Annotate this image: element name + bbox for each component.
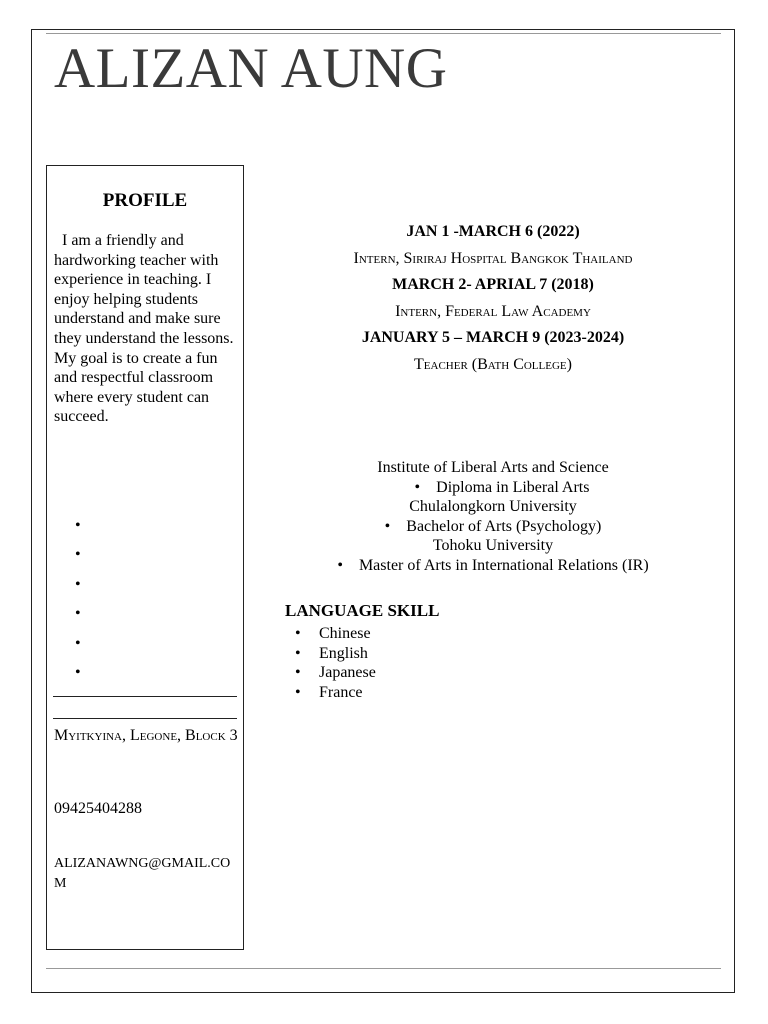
language-item [295, 624, 376, 644]
bottom-divider [46, 968, 721, 969]
empty-bullet [75, 540, 81, 569]
language-item-text: France [319, 683, 363, 701]
education-institution: Institute of Liberal Arts and Science [377, 459, 609, 476]
education-section [264, 458, 722, 576]
contact-address: Myitkyina, Legone, Block 3 [54, 727, 238, 744]
experience-date: JAN 1 -MARCH 6 (2022) [406, 223, 580, 240]
education-institution: Chulalongkorn University [409, 498, 577, 516]
contact-email: ALIZANAWNG@GMAIL.COM [54, 856, 231, 891]
top-divider [46, 33, 721, 34]
candidate-name: ALIZAN AUNG [54, 37, 448, 100]
language-item [295, 644, 376, 664]
empty-bullet [75, 629, 81, 658]
empty-bullet-list [75, 511, 81, 687]
education-degree-text: Diploma in Liberal Arts [436, 478, 590, 496]
profile-text [54, 231, 238, 427]
empty-bullet [75, 599, 81, 628]
language-item [295, 683, 376, 703]
sidebar [46, 165, 244, 950]
profile-heading: PROFILE [102, 190, 188, 211]
language-item [295, 663, 376, 683]
education-institution: Tohoku University [432, 537, 554, 555]
language-list [295, 624, 376, 702]
experience-role: Intern, Siriraj Hospital Bangkok Thailand [353, 249, 633, 267]
profile-text-body: I am a friendly and hardworking teacher with experience in teaching. I enjoy helping students understand and make sure they understand the lessons. My goal is to create a fun and respectful classroom where every student can succeed. [54, 232, 234, 426]
experience-role: Intern, Federal Law Academy [395, 302, 591, 320]
education-degree [264, 478, 722, 498]
sidebar-divider [53, 718, 237, 719]
experience-section [264, 219, 722, 378]
empty-bullet [75, 511, 81, 540]
language-item-text: Japanese [319, 664, 376, 682]
experience-date: MARCH 2- APRIAL 7 (2018) [392, 276, 594, 293]
education-degree [264, 556, 722, 576]
experience-date: JANUARY 5 – MARCH 9 (2023-2024) [361, 329, 625, 346]
contact-phone: 09425404288 [54, 800, 142, 817]
empty-bullet [75, 570, 81, 599]
language-item-text: Chinese [319, 625, 371, 642]
empty-bullet [75, 658, 81, 687]
language-item-text: English [319, 644, 368, 662]
experience-role: Teacher (Bath College) [414, 355, 572, 373]
sidebar-divider [53, 696, 237, 697]
language-heading: LANGUAGE SKILL [285, 601, 440, 620]
education-degree [264, 517, 722, 537]
education-degree-text: Master of Arts in International Relations (IR) [358, 556, 649, 574]
education-degree-text: Bachelor of Arts (Psychology) [406, 517, 602, 535]
